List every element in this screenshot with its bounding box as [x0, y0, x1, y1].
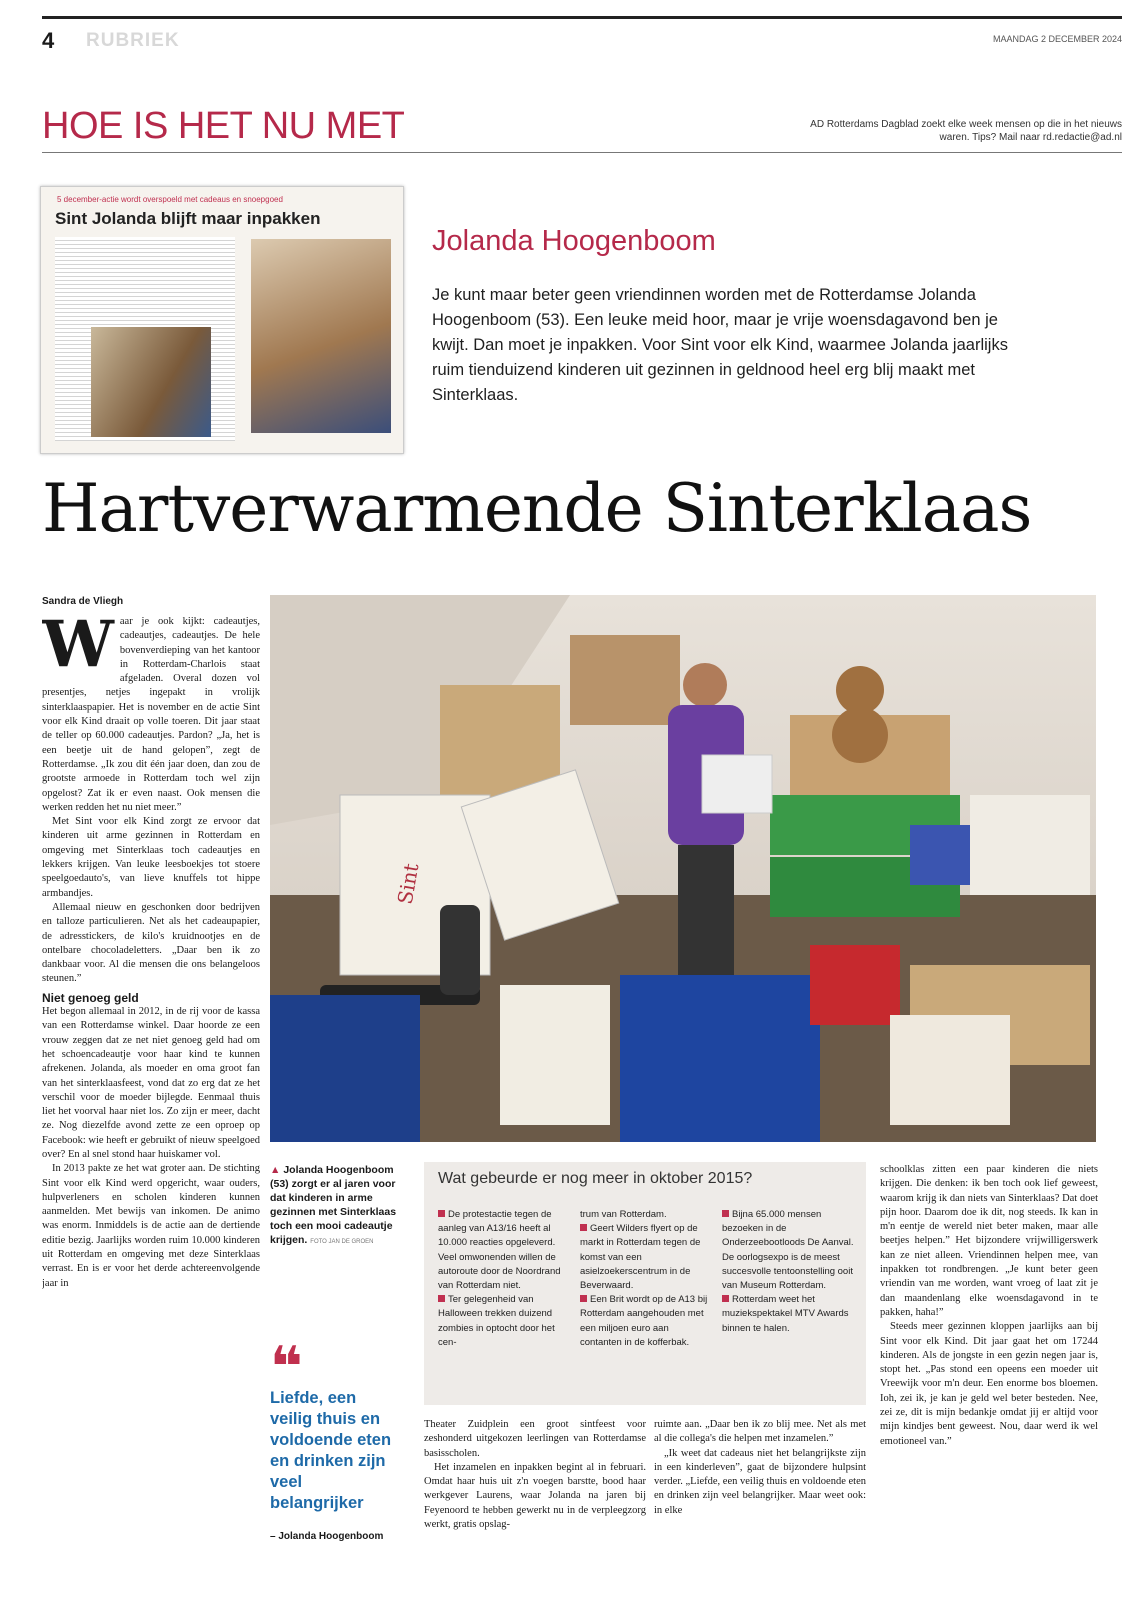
- fact-item: Rotterdam weet het muziekspektakel MTV Awards binnen te halen.: [722, 1294, 849, 1334]
- article-column-5: [880, 1163, 1098, 1603]
- date-line: MAANDAG 2 DECEMBER 2024: [992, 34, 1122, 44]
- fact-box-column: [722, 1208, 854, 1336]
- drop-cap: W: [42, 615, 114, 682]
- article-paragraph: Theater Zuidplein een groot sintfeest voor zeshonderd uitgekozen leerlingen van Rotterdamse basisscholen.: [424, 1419, 646, 1459]
- fact-item: Bijna 65.000 mensen bezoeken in de Onderzeebootloods De Aanval. De oorlogsexpo is de meest succesvolle tentoonstelling ooit van Museum Rotterdam.: [722, 1209, 854, 1292]
- fact-item: Geert Wilders flyert op de markt in Rotterdam tegen de komst van een asielzoekerscentrum in de Beverwaard.: [580, 1223, 701, 1292]
- fact-box-title: Wat gebeurde er nog meer in oktober 2015?: [438, 1170, 753, 1187]
- archive-clipping: [40, 186, 404, 454]
- section-note: AD Rotterdams Dagblad zoekt elke week mensen op die in het nieuws waren. Tips? Mail naar rd.redactie@ad.nl: [810, 119, 1122, 143]
- page-number: 4: [42, 28, 55, 53]
- byline: Sandra de Vliegh: [42, 596, 124, 607]
- bullet-square-icon: [580, 1224, 587, 1231]
- clipping-title: Sint Jolanda blijft maar inpakken: [55, 209, 321, 228]
- caption-text: Jolanda Hoogenboom (53) zorgt er al jaren voor dat kinderen in arme gezinnen met Sinterklaas toch een mooi cadeautje krijgen.: [270, 1164, 397, 1246]
- fact-item: Ter gelegenheid van Halloween trekken duizend zombies in optocht door het cen-: [438, 1294, 555, 1348]
- article-paragraph: Met Sint voor elk Kind zorgt ze ervoor dat kinderen uit arme gezinnen in Rotterdam en omgeving met Sinterklaas toch cadeautjes en lekkers krijgen. Van leuke leesboekjes tot stoere speelgoedauto's, van lieve knuffels tot hippe armbandjes.: [42, 816, 260, 899]
- article-column-1: [42, 615, 260, 1605]
- clipping-photo: [251, 239, 391, 433]
- section-title: HOE IS HET NU MET: [42, 105, 405, 147]
- article-paragraph: Het begon allemaal in 2012, in de rij voor de kassa van een Rotterdamse winkel. Daar hoorde ze een vrouw zeggen dat ze net niet genoeg geld had om het schoencadeautje voor haar kind te kunnen afrekenen. Jolanda, als moeder en oma groot fan van het sinterklaasfeest, vond dat zo erg dat ze het verschil voor de moeder bijlegde. Eenmaal thuis liet het voorval haar niet los. Zo zijn er meer, dacht ze. Nog diezelfde avond zette ze een oproep op Facebook: wie heeft er gebruikt of nieuw speelgoed over? En al snel stond haar huiskamer vol.: [42, 1006, 260, 1160]
- photo-credit: FOTO JAN DE GROEN: [310, 1239, 374, 1245]
- section-rule: [42, 152, 1122, 153]
- subheading: Niet genoeg geld: [42, 990, 139, 1005]
- pull-quote: Liefde, een veilig thuis en voldoende eten en drinken zijn veel belangrijker: [270, 1389, 392, 1512]
- quote-attribution: – Jolanda Hoogenboom: [270, 1531, 384, 1542]
- clipping-photo-small: [91, 327, 211, 437]
- bullet-square-icon: [722, 1210, 729, 1217]
- fact-box-column: [438, 1208, 570, 1350]
- profile-intro: Je kunt maar beter geen vriendinnen worden met de Rotterdamse Jolanda Hoogenboom (53). Een leuke meid hoor, maar je vrije woensdagavond ben je kwijt. Dan moet je inpakken. Voor Sint voor elk Kind, waarmee Jolanda jaarlijks ruim tienduizend kinderen uit gezinnen in geldnood heel erg blij maakt met Sinterklaas.: [432, 286, 1008, 404]
- article-paragraph: Allemaal nieuw en geschonken door bedrijven en talloze particulieren. Net als het cadeaupapier, de adresstickers, de kilo's kruidnootjes en de ontelbare chocoladeletters. „Daar ben ik zo dankbaar voor. Al die mensen die ons belangeloos steunen.”: [42, 901, 260, 985]
- article-paragraph: ruimte aan. „Daar ben ik zo blij mee. Net als met al die collega's die helpen met inzamelen.”: [654, 1419, 866, 1445]
- fact-item: trum van Rotterdam.: [580, 1209, 667, 1220]
- fact-box: [424, 1162, 866, 1405]
- bullet-square-icon: [580, 1295, 587, 1302]
- article-column-4: [654, 1418, 866, 1606]
- fact-item: Een Brit wordt op de A13 bij Rotterdam aangehouden met een miljoen euro aan contanten in de kofferbak.: [580, 1294, 708, 1348]
- clipping-kicker: 5 december-actie wordt overspoeld met cadeaus en snoepgoed: [57, 195, 283, 204]
- fact-box-column: [580, 1208, 712, 1350]
- article-paragraph: „Ik weet dat cadeaus niet het belangrijkste zijn in een kinderleven”, gaat de bijzondere hulpsint verder. „Liefde, een veilig thuis en voldoende eten en drinken zijn veel belangrijker. Maar weet ook: in elke: [654, 1447, 866, 1516]
- article-headline: Hartverwarmende Sinterklaas: [42, 470, 1032, 547]
- top-rule: [42, 16, 1122, 19]
- article-paragraph: In 2013 pakte ze het wat groter aan. De stichting Sint voor elk Kind werd opgericht, waar ouders, hulpverleners en scholen kinderen kunnen aanmelden. Met bewijs van inkomen. De animo was enorm. Inmiddels is de actie aan de dertiende editie bezig. Jaarlijks worden ruim 10.000 kinderen uit Rotterdam en omgeving met deze Sinterklaas verrast. En is er voor het derde achtereenvolgende jaar in: [42, 1163, 260, 1289]
- article-paragraph: Het inzamelen en inpakken begint al in februari. Omdat haar huis uit z'n voegen barstte, bood haar werkgever Laurens, waar Jolanda na jaren bij Feyenoord te hebben gewerkt nu in de verpleegzorg werkt, gratis opslag-: [424, 1461, 646, 1531]
- article-column-3: [424, 1418, 646, 1606]
- svg-text:Sint: Sint: [392, 861, 424, 907]
- quote-mark-icon: ❝: [270, 1335, 303, 1400]
- bullet-square-icon: [722, 1295, 729, 1302]
- caption-triangle-icon: ▲: [270, 1164, 281, 1176]
- bullet-square-icon: [438, 1210, 445, 1217]
- bullet-square-icon: [438, 1295, 445, 1302]
- article-paragraph: schoolklas zitten een paar kinderen die niets krijgen. Die denken: ik ben toch ook lief geweest, waarom krijg ik dan niets van Sinterklaas? Dat doet pijn hoor. Daarom doe ik dit, nog steeds. Ik kan in m'n eentje de wereld niet beter maken, maar alle beetjes helpen.” Het bijzondere vrijwilligerswerk kan ze niet alleen. Vriendinnen helpen mee, van inpakken tot rondbrengen. „Je kunt beter geen vriendin van me worden, want vroeg of laat zit je dan maandenlang elke woensdagavond in te pakken, haha!”: [880, 1164, 1098, 1318]
- main-photo: [270, 595, 1096, 1142]
- fact-item: De protestactie tegen de aanleg van A13/16 heeft al 10.000 reacties opgeleverd. Veel omwonenden willen de autoroute door de Noordrand van Rotterdam niet.: [438, 1209, 561, 1292]
- rubric-label: RUBRIEK: [86, 30, 180, 51]
- profile-name: Jolanda Hoogenboom: [432, 225, 716, 257]
- article-paragraph: Steeds meer gezinnen kloppen jaarlijks aan bij Sint voor elk Kind. Dit jaar gaat het om 17244 kinderen. Als de jongste in een gezin negen jaar is, stopt het. „Pas stond een opeens een moeder uit Vreewijk voor m'n deur. Een enorme bos bloemen. Ioh, zei ik, je kan je geld wel beter besteden. Nee, zei ze, dit is mijn bedankje omdat jij er altijd voor mijn kindjes bent geweest. Nou, daar werd ik wel emotioneel van.”: [880, 1321, 1098, 1447]
- photo-caption: [270, 1163, 400, 1249]
- article-lead: aar je ook kijkt: cadeautjes, cadeautjes, cadeautjes. De hele bovenverdieping van het kantoor in Rotterdam-Charlois staat afgeladen. Overal dozen vol presentjes, netjes ingepakt in vrolijk sinterklaaspapier. Het is november en de actie Sint voor elk Kind draait op volle toeren. Dit jaar staat de teller op 60.000 cadeautjes. Pardon? „Ja, het is een beetje uit de hand gelopen”, zegt de Rotterdamse. „Ik zou dit één jaar doen, dan zou de grootste armoede in Rotterdam toch wel zijn opgelost? Zat ik er even naast. Ook mensen die werken redden het nu niet meer.”: [42, 616, 260, 813]
